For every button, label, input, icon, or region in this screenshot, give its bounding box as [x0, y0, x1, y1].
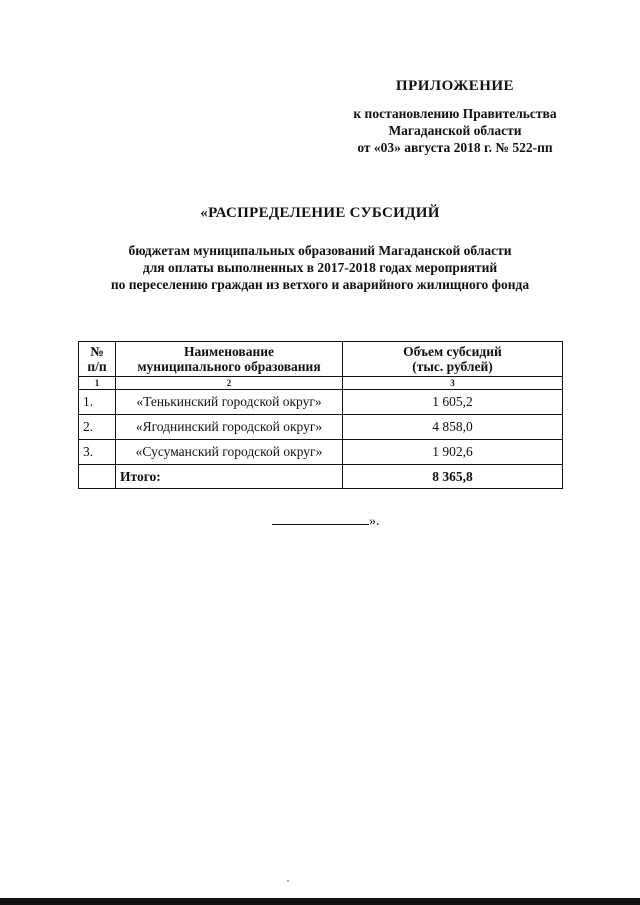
table-row — [79, 440, 563, 465]
column-index: 3 — [343, 377, 563, 390]
column-index: 2 — [116, 377, 343, 390]
scan-bottom-edge — [0, 898, 640, 905]
header-municipality-line: Наименование — [184, 344, 274, 359]
header-number-line: № — [90, 344, 104, 359]
scan-speck — [287, 880, 289, 882]
header-number-line: п/п — [87, 359, 107, 374]
header-amount-line: (тыс. рублей) — [412, 359, 493, 374]
column-index-row — [79, 377, 563, 390]
total-empty-cell — [79, 465, 116, 489]
total-label: Итого: — [116, 465, 343, 489]
header-municipality — [116, 342, 343, 377]
closing-quote: ». — [369, 514, 380, 529]
total-amount: 8 365,8 — [343, 465, 563, 489]
row-number: 1. — [79, 390, 116, 415]
appendix-title: ПРИЛОЖЕНИЕ — [395, 78, 515, 94]
subtitle-line: по переселению граждан из ветхого и аварийного жилищного фонда — [110, 277, 530, 292]
subsidy-amount: 4 858,0 — [343, 415, 563, 440]
municipality-name: «Тенькинский городской округ» — [116, 390, 343, 415]
closing-line — [272, 512, 380, 530]
document-subtitle — [20, 242, 620, 293]
subsidy-table — [78, 341, 563, 489]
appendix-region-line: Магаданской области — [388, 123, 522, 138]
header-number — [79, 342, 116, 377]
municipality-name: «Ягоднинский городской округ» — [116, 415, 343, 440]
total-row — [79, 465, 563, 489]
table-row — [79, 390, 563, 415]
municipality-name: «Сусуманский городской округ» — [116, 440, 343, 465]
header-subsidy-amount — [343, 342, 563, 377]
signature-underline — [272, 512, 369, 525]
row-number: 2. — [79, 415, 116, 440]
document-title: «РАСПРЕДЕЛЕНИЕ СУБСИДИЙ — [200, 205, 440, 221]
column-index: 1 — [79, 377, 116, 390]
table-row — [79, 415, 563, 440]
row-number: 3. — [79, 440, 116, 465]
header-amount-line: Объем субсидий — [403, 344, 502, 359]
subtitle-line: для оплаты выполненных в 2017-2018 годах мероприятий — [142, 260, 498, 275]
appendix-resolution-line: к постановлению Правительства — [353, 106, 557, 121]
subtitle-line: бюджетам муниципальных образований Магаданской области — [128, 243, 512, 258]
header-municipality-line: муниципального образования — [137, 359, 321, 374]
subsidy-amount: 1 605,2 — [343, 390, 563, 415]
appendix-date-line: от «03» августа 2018 г. № 522-пп — [357, 140, 553, 155]
table-header-row — [79, 342, 563, 377]
subsidy-amount: 1 902,6 — [343, 440, 563, 465]
